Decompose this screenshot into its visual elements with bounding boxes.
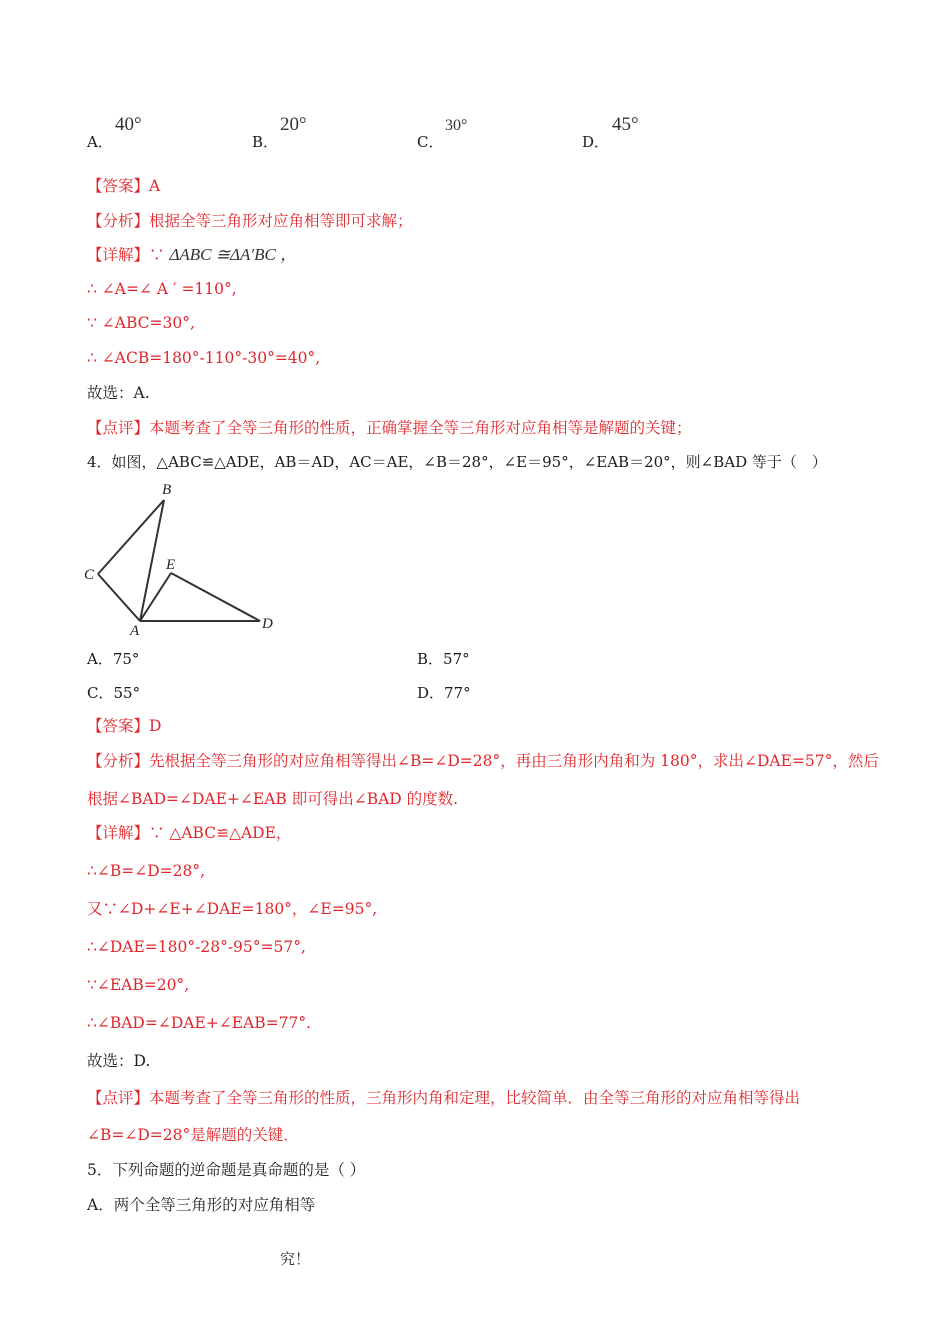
q3-comment: 【点评】本题考查了全等三角形的性质，正确掌握全等三角形对应角相等是解题的关键； [87,419,692,437]
q4-option-d [417,682,471,703]
q4-option-a-value: 75° [112,650,140,668]
q4-step-2: 又∵∠D+∠E+∠DAE=180°，∠E=95°, [87,900,378,918]
q4-detail: 【详解】∵ △ABC≌△ADE， [87,824,292,842]
q3-detail-head: 【详解】∵ [87,246,170,264]
q4-analysis-line-1: 【分析】先根据全等三角形的对应角相等得出∠B=∠D=28°，再由三角形内角和为 180°，求出∠DAE=57°，然后 [87,752,879,770]
q4-triangle-figure [80,478,290,638]
q4-option-b-value: 57° [443,650,470,668]
q4-option-d-value: 77° [444,684,471,702]
q4-answer: 【答案】D [87,717,162,735]
q3-option-b-label: B． [252,133,279,151]
q4-step-4: ∵∠EAB=20°, [87,976,190,994]
q3-option-d-value: 45° [612,114,639,135]
q3-option-b-value: 20° [280,114,307,135]
q4-option-a [87,648,139,669]
q3-step-2: ∵ ∠ABC=30°, [87,314,195,332]
q4-step-1: ∴∠B=∠D=28°, [87,862,206,880]
figure-lines [98,500,260,621]
page-footer: 究！ [280,1250,311,1268]
q4-option-b [417,648,470,669]
q3-option-c-value: 30° [445,117,468,134]
q4-option-c-label: C． [87,684,114,702]
q3-option-d-label: D． [582,133,610,151]
q4-option-d-label: D． [417,684,445,702]
q3-answer: 【答案】A [87,177,161,195]
label-a: A [130,623,140,638]
q5-stem: 5．下列命题的逆命题是真命题的是（ ） [87,1161,366,1179]
label-e: E [166,557,176,573]
q3-option-c-label: C． [417,133,444,151]
q4-option-a-label: A． [87,650,113,668]
q4-comment-line-1: 【点评】本题考查了全等三角形的性质，三角形内角和定理，比较简单．由全等三角形的对应角相等得出 [87,1089,801,1107]
q4-option-b-label: B． [417,650,444,668]
q4-choice: 故选：D. [87,1052,151,1070]
q4-comment-line-2: ∠B=∠D=28°是解题的关键． [87,1126,299,1144]
q3-step-3: ∴ ∠ACB=180°-110°-30°=40°, [87,349,321,367]
q3-detail [87,245,297,265]
q3-step-1: ∴ ∠A=∠ A ′ =110°, [87,280,237,298]
q4-option-c [87,682,140,703]
label-b: B [162,482,172,498]
q3-option-a-label: A． [87,133,113,151]
q3-option-a-value: 40° [115,114,142,135]
q3-choice: 故选：A. [87,384,150,402]
q4-step-3: ∴∠DAE=180°-28°-95°=57°, [87,938,306,956]
q4-option-c-value: 55° [113,684,141,702]
q3-analysis: 【分析】根据全等三角形对应角相等即可求解； [87,212,413,230]
label-c: C [84,567,95,583]
q5-option-a: A．两个全等三角形的对应角相等 [87,1196,316,1214]
q4-analysis-line-2: 根据∠BAD=∠DAE+∠EAB 即可得出∠BAD 的度数. [87,790,459,808]
label-d: D [262,616,273,632]
q3-detail-math: ΔABC ≅ΔA′BC ， [169,245,298,264]
q4-step-5: ∴∠BAD=∠DAE+∠EAB=77°. [87,1014,312,1032]
q4-stem: 4．如图，△ABC≌△ADE，AB＝AD，AC＝AE，∠B＝28°，∠E＝95°，∠EAB＝20°，则∠BAD 等于（ ） [87,453,827,471]
